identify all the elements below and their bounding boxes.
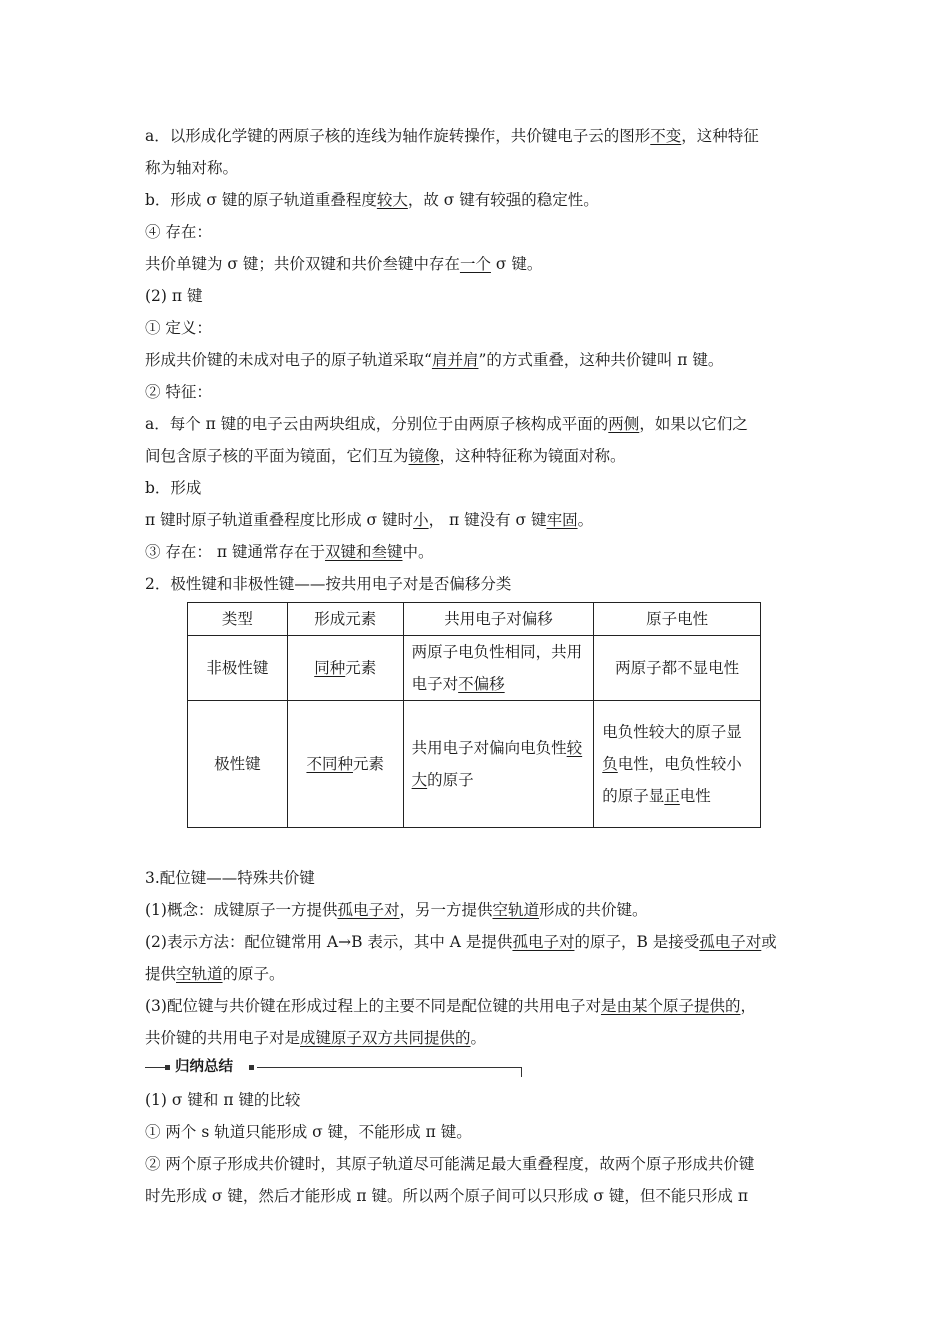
answer-blank: 同种 [314, 659, 346, 677]
answer-blank: 不同种 [306, 755, 353, 773]
answer-blank: 负 [602, 755, 618, 773]
text: ① 定义： [145, 319, 212, 337]
text: ，故 σ 键有较强的稳定性。 [407, 191, 599, 209]
summary-line1 [145, 1084, 810, 1116]
text: 或 [761, 933, 777, 951]
text: a．以形成化学键的两原子核的连线为轴作旋转操作，共价键电子云的图形 [145, 127, 651, 145]
text: ① 两个 s 轨道只能形成 σ 键，不能形成 π 键。 [145, 1123, 472, 1141]
sigma-feature-a-line1 [145, 120, 810, 152]
text: 元素 [352, 755, 384, 773]
pi-existence [145, 536, 810, 568]
table-cell-element [287, 701, 403, 828]
sigma-feature-b [145, 184, 810, 216]
sigma-existence-heading [145, 216, 810, 248]
table-cell-shift [403, 701, 594, 828]
answer-blank: 孤电子对 [337, 901, 400, 919]
text: ，这种特征称为镜面对称。 [439, 447, 626, 465]
pi-feature-b-line1 [145, 472, 810, 504]
divider [145, 1067, 165, 1068]
table-cell-shift [403, 636, 594, 701]
pi-definition-heading [145, 312, 810, 344]
answer-blank: 双键和叁键 [324, 543, 403, 561]
text: ③ 存在： π 键通常存在于 [145, 543, 325, 561]
text: 电性，电负性较小的原子显 [602, 755, 742, 805]
square-bullet-icon [165, 1065, 170, 1070]
text: 。 [577, 511, 594, 529]
table-header-row [188, 603, 761, 636]
table-cell-charge [594, 701, 761, 828]
table-cell-type: 极性键 [188, 701, 288, 828]
coordinate-notation-line2 [145, 958, 810, 990]
answer-blank: 较大 [411, 739, 583, 789]
text: 称为轴对称。 [145, 159, 239, 177]
text: b．形成 σ 键的原子轨道重叠程度 [145, 191, 377, 209]
text: π 键时原子轨道重叠程度比形成 σ 键时 [145, 511, 414, 529]
text: ，如果以它们之 [639, 415, 748, 433]
text: 的原子，B 是接受 [574, 933, 700, 951]
summary-section-header [145, 1054, 525, 1084]
text: (1) σ 键和 π 键的比较 [145, 1091, 301, 1109]
text: 的原子。 [222, 965, 285, 983]
text: ， π 键没有 σ 键 [428, 511, 547, 529]
table-cell-type: 非极性键 [188, 636, 288, 701]
table-cell-element [287, 636, 403, 701]
text: ， [740, 997, 756, 1015]
document-body [145, 120, 810, 1212]
table-cell-charge [594, 636, 761, 701]
text: ”的方式重叠，这种共价键叫 π 键。 [478, 351, 724, 369]
sigma-feature-a-line2 [145, 152, 810, 184]
polar-heading [145, 568, 810, 600]
answer-blank: 一个 [459, 255, 491, 273]
summary-line3 [145, 1148, 810, 1180]
answer-blank: 两侧 [608, 415, 640, 433]
pi-feature-a-line1 [145, 408, 810, 440]
text: ② 两个原子形成共价键时，其原子轨道尽可能满足最大重叠程度，故两个原子形成共价键 [145, 1155, 755, 1173]
text: b．形成 [145, 479, 202, 497]
answer-blank: 是由某个原子提供的 [600, 997, 741, 1015]
answer-blank: 肩并肩 [431, 351, 479, 369]
table-header: 类型 [188, 603, 288, 636]
text: 3.配位键——特殊共价键 [145, 869, 315, 887]
text: 两原子电负性相同，共用电子对 [411, 643, 583, 693]
answer-blank: 小 [413, 511, 429, 529]
coordinate-difference-line1 [145, 990, 810, 1022]
answer-blank: 孤电子对 [512, 933, 575, 951]
answer-blank: 较大 [376, 191, 408, 209]
text: 中。 [402, 543, 434, 561]
answer-blank: 正 [664, 787, 680, 805]
table-header: 原子电性 [594, 603, 761, 636]
pi-feature-b-line2 [145, 504, 810, 536]
table-row [188, 636, 761, 701]
sigma-existence-text [145, 248, 810, 280]
coordinate-concept [145, 894, 810, 926]
table-row [188, 701, 761, 828]
text: ，这种特征 [681, 127, 759, 145]
text: ，另一方提供 [399, 901, 493, 919]
answer-blank: 成键原子双方共同提供的 [300, 1029, 471, 1047]
pi-feature-heading [145, 376, 810, 408]
text: a．每个 π 键的电子云由两块组成，分别位于由两原子核构成平面的 [145, 415, 609, 433]
text: (2) π 键 [145, 287, 203, 305]
text: 共价键的共用电子对是 [145, 1029, 301, 1047]
text: σ 键。 [490, 255, 543, 273]
text: 的原子 [427, 771, 474, 789]
bond-type-table [187, 602, 761, 828]
text: 电性 [679, 787, 711, 805]
text: ② 特征： [145, 383, 212, 401]
table-header: 共用电子对偏移 [403, 603, 594, 636]
text: 2．极性键和非极性键——按共用电子对是否偏移分类 [145, 575, 512, 593]
answer-blank: 孤电子对 [699, 933, 762, 951]
text: (1)概念：成键原子一方提供 [145, 901, 338, 919]
text: (3)配位键与共价键在形成过程上的主要不同是配位键的共用电子对 [145, 997, 601, 1015]
text: 元素 [345, 659, 377, 677]
text: 间包含原子核的平面为镜面，它们互为 [145, 447, 409, 465]
text: (2)表示方法：配位键常用 A→B 表示，其中 A 是提供 [145, 933, 513, 951]
coordinate-difference-line2 [145, 1022, 810, 1054]
text: 时先形成 σ 键，然后才能形成 π 键。所以两个原子间可以只形成 σ 键，但不能只形成 π [145, 1187, 749, 1205]
text: 形成的共价键。 [539, 901, 648, 919]
pi-feature-a-line2 [145, 440, 810, 472]
text: 。 [470, 1029, 487, 1047]
answer-blank: 不变 [650, 127, 682, 145]
answer-blank: 空轨道 [492, 901, 540, 919]
table-header: 形成元素 [287, 603, 403, 636]
text: 共价单键为 σ 键；共价双键和共价叁键中存在 [145, 255, 460, 273]
text: 共用电子对偏向电负性 [411, 739, 567, 757]
pi-definition-text [145, 344, 810, 376]
divider [521, 1067, 522, 1077]
answer-blank: 牢固 [546, 511, 578, 529]
text: 形成共价键的未成对电子的原子轨道采取“ [145, 351, 432, 369]
answer-blank: 镜像 [408, 447, 440, 465]
summary-line4 [145, 1180, 810, 1212]
coordinate-notation-line1 [145, 926, 810, 958]
text: 电负性较大的原子显 [602, 723, 742, 741]
square-bullet-icon [249, 1065, 254, 1070]
summary-title: 归纳总结 [175, 1059, 233, 1075]
answer-blank: 不偏移 [458, 675, 505, 693]
pi-bond-heading [145, 280, 810, 312]
summary-line2 [145, 1116, 810, 1148]
answer-blank: 空轨道 [176, 965, 223, 983]
text: ④ 存在： [145, 223, 212, 241]
text: 提供 [145, 965, 177, 983]
text: 两原子都不显电性 [615, 659, 740, 677]
coordinate-heading [145, 862, 810, 894]
divider [257, 1067, 521, 1068]
